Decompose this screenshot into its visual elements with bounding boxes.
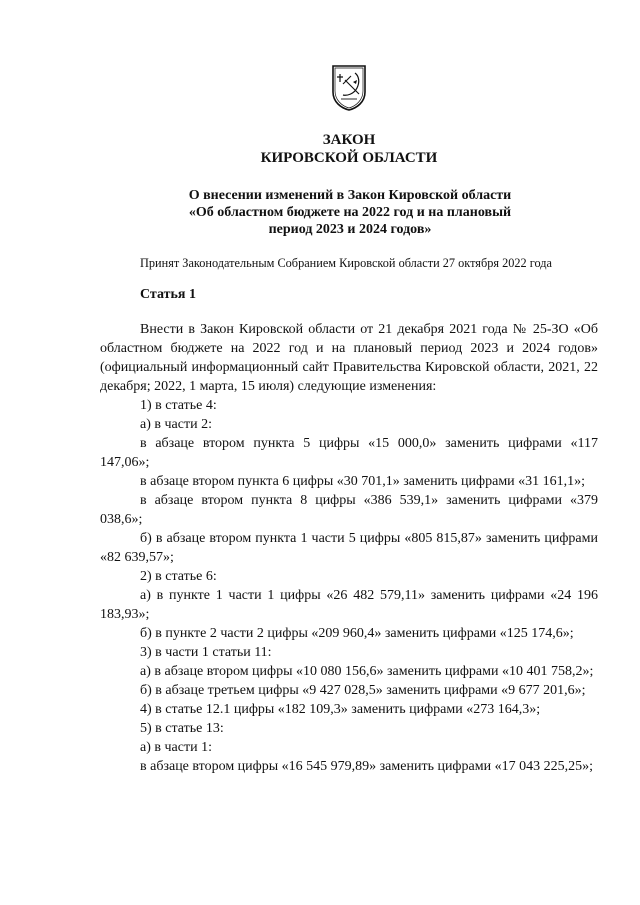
list-item: б) в абзаце третьем цифры «9 427 028,5» заменить цифрами «9 677 201,6»; xyxy=(140,683,586,698)
law-subject xyxy=(150,187,550,238)
list-item: 2) в статье 6: xyxy=(140,569,217,584)
list-item: 5) в статье 13: xyxy=(140,721,224,736)
region-title: КИРОВСКОЙ ОБЛАСТИ xyxy=(260,150,438,166)
list-item: в абзаце втором пункта 5 цифры «15 000,0» заменить цифрами «117 147,06»; xyxy=(100,436,598,470)
list-item: 1) в статье 4: xyxy=(140,398,217,413)
adoption-note: Принят Законодательным Собранием Кировской области 27 октября 2022 года xyxy=(140,256,552,270)
list-item: а) в абзаце втором цифры «10 080 156,6» заменить цифрами «10 401 758,2»; xyxy=(140,664,594,679)
list-item: а) в пункте 1 части 1 цифры «26 482 579,11» заменить цифрами «24 196 183,93»; xyxy=(100,588,598,622)
list-item: в абзаце втором цифры «16 545 979,89» заменить цифрами «17 043 225,25»; xyxy=(140,759,593,774)
list-item: б) в пункте 2 части 2 цифры «209 960,4» заменить цифрами «125 174,6»; xyxy=(140,626,574,641)
list-item: а) в части 2: xyxy=(140,417,212,432)
list-item: а) в части 1: xyxy=(140,740,212,755)
subject-line: «Об областном бюджете на 2022 год и на плановый xyxy=(188,205,512,220)
article-heading: Статья 1 xyxy=(140,287,196,302)
law-title: ЗАКОН xyxy=(322,132,376,148)
article-body xyxy=(100,320,598,776)
list-item: в абзаце втором пункта 8 цифры «386 539,1» заменить цифрами «379 038,6»; xyxy=(100,493,598,527)
article-intro: Внести в Закон Кировской области от 21 декабря 2021 года № 25-ЗО «Об областном бюджете на 2022 год и на плановый период 2023 и 2024 годов» (официальный информационный сайт Правительства Кировской области, 2021, 22 декабря; 2022, 1 марта, 15 июля) следующие изменения: xyxy=(100,322,598,394)
list-item: в абзаце втором пункта 6 цифры «30 701,1» заменить цифрами «31 161,1»; xyxy=(140,474,586,489)
coat-of-arms-icon xyxy=(329,62,369,112)
list-item: 3) в части 1 статьи 11: xyxy=(140,645,272,660)
subject-line: период 2023 и 2024 годов» xyxy=(268,222,432,237)
list-item: 4) в статье 12.1 цифры «182 109,3» заменить цифрами «273 164,3»; xyxy=(140,702,541,717)
subject-line: О внесении изменений в Закон Кировской области xyxy=(188,188,512,203)
list-item: б) в абзаце втором пункта 1 части 5 цифры «805 815,87» заменить цифрами «82 639,57»; xyxy=(100,531,598,565)
